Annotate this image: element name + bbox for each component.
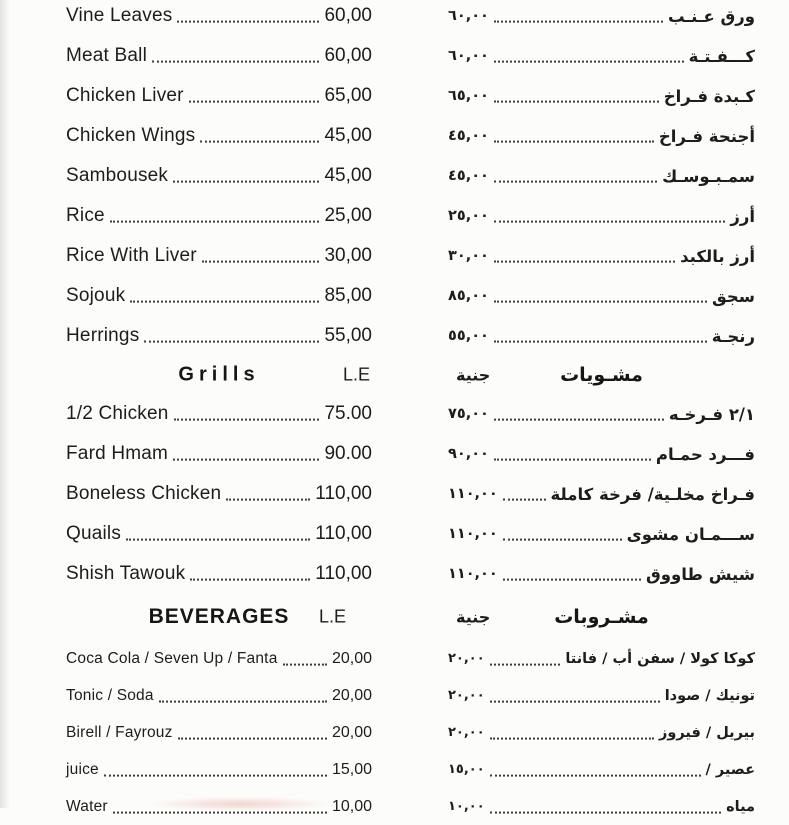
menu-item-ar [448, 87, 755, 106]
menu-row [66, 751, 755, 788]
menu-item-en [66, 687, 372, 705]
item-price-en: 10,00 [331, 797, 372, 815]
menu-row [66, 677, 755, 714]
currency-label-en: L.E [342, 364, 370, 385]
item-name-ar: تونيك / صودا [664, 687, 755, 704]
dotted-leader [178, 737, 327, 739]
section-title-ar: مشـويات [560, 364, 643, 386]
menu-row [66, 554, 755, 594]
item-name-ar: شيش طاووق [645, 564, 755, 584]
item-name-en: Tonic / Soda [66, 686, 154, 704]
menu-item-en [66, 761, 372, 779]
menu-item-en [66, 523, 372, 545]
dotted-leader [190, 579, 310, 581]
item-name-en: Birell / Fayrouz [66, 723, 173, 741]
item-name-en: Quails [66, 523, 122, 544]
dotted-leader [494, 221, 725, 223]
menu-row [66, 714, 755, 751]
dotted-leader [494, 21, 663, 23]
item-name-ar: كـبدة فـراخ [663, 86, 755, 106]
item-name-en: Water [66, 797, 108, 815]
dotted-leader [494, 141, 654, 143]
item-name-en: Herrings [66, 325, 140, 346]
menu-item-ar [448, 7, 755, 26]
item-price-en: 110,00 [315, 523, 372, 544]
currency-label-ar: جنية [456, 365, 491, 385]
item-name-ar: ســـمـان مشوى [626, 524, 755, 544]
item-price-ar: ١١٠,٠٠ [448, 486, 498, 502]
dotted-leader [503, 579, 641, 581]
item-price-en: 110,00 [315, 563, 372, 584]
item-price-en: 60,00 [324, 45, 372, 66]
menu-row [66, 236, 755, 276]
item-name-ar: رنجـة [711, 326, 755, 346]
menu-row [66, 434, 755, 474]
menu-row [66, 116, 755, 156]
item-price-ar: ٤٥,٠٠ [448, 168, 489, 184]
item-price-en: 20,00 [331, 723, 372, 741]
item-name-ar: عصير / [705, 761, 755, 778]
menu-item-en [66, 325, 372, 347]
dotted-leader [177, 21, 319, 23]
item-price-ar: ٦٠,٠٠ [448, 48, 489, 64]
dotted-leader [494, 301, 707, 303]
item-name-ar: كـــفـتـة [688, 46, 755, 66]
item-price-en: 45,00 [324, 165, 372, 186]
dotted-leader [494, 341, 707, 343]
menu-item-en [66, 285, 372, 307]
item-name-en: Shish Tawouk [66, 563, 186, 584]
item-name-ar: بيريل / فيروز [659, 724, 755, 741]
item-price-en: 90.00 [324, 443, 372, 464]
item-name-ar: أجنحة فـراخ [658, 126, 755, 146]
item-name-en: Chicken Liver [66, 85, 184, 106]
dotted-leader [494, 61, 684, 63]
section-header-en [66, 594, 372, 640]
dotted-leader [104, 774, 327, 776]
menu-item-ar [448, 207, 755, 226]
dotted-leader [490, 737, 654, 739]
item-price-en: 85,00 [324, 285, 372, 306]
menu-item-ar [448, 762, 755, 778]
dotted-leader [494, 181, 657, 183]
item-price-ar: ٦٥,٠٠ [448, 88, 489, 104]
item-price-en: 20,00 [331, 649, 372, 667]
menu-row [66, 76, 755, 116]
dotted-leader [494, 459, 651, 461]
menu-item-ar [448, 725, 755, 741]
item-price-ar: ٢٥,٠٠ [448, 208, 489, 224]
item-price-en: 45,00 [324, 125, 372, 146]
menu-item-ar [448, 688, 755, 704]
item-price-ar: ٢٠,٠٠ [448, 688, 485, 703]
menu-item-ar [448, 247, 755, 266]
section-title-ar: مشـروبات [554, 606, 649, 628]
menu-item-ar [448, 525, 755, 544]
item-name-en: Fard Hmam [66, 443, 169, 464]
item-name-ar: ٢/١ فـرخـه [668, 404, 755, 424]
item-price-ar: ٣٠,٠٠ [448, 248, 489, 264]
item-price-ar: ٢٠,٠٠ [448, 651, 485, 666]
menu-item-ar [448, 167, 755, 186]
dotted-leader [173, 181, 319, 183]
menu-item-en [66, 650, 372, 668]
item-name-en: Rice [66, 205, 105, 226]
menu-item-en [66, 403, 372, 425]
item-price-en: 25,00 [324, 205, 372, 226]
menu-item-en [66, 724, 372, 742]
menu-row-clipped [66, 788, 755, 825]
section-title-en: Grills [178, 363, 260, 386]
dotted-leader [152, 61, 319, 63]
item-price-ar: ٤٥,٠٠ [448, 128, 489, 144]
currency-label-ar: جنية [456, 607, 491, 627]
item-name-en: Meat Ball [66, 45, 148, 66]
menu-row [66, 640, 755, 677]
item-price-en: 15,00 [331, 760, 372, 778]
dotted-leader [490, 774, 701, 776]
dotted-leader [490, 700, 660, 702]
dotted-leader [189, 101, 320, 103]
item-price-en: 65,00 [324, 85, 372, 106]
menu-item-ar [448, 445, 755, 464]
item-price-ar: ٢٠,٠٠ [448, 725, 485, 740]
menu-item-en [66, 45, 372, 67]
item-name-ar: ورق عـنـب [667, 6, 755, 26]
item-name-ar: مياه [726, 798, 755, 815]
dotted-leader [283, 663, 327, 665]
item-price-en: 30,00 [324, 245, 372, 266]
item-name-en: Boneless Chicken [66, 483, 222, 504]
menu-item-en [66, 443, 372, 465]
menu-row [66, 196, 755, 236]
dotted-leader [226, 499, 310, 501]
dotted-leader [126, 539, 310, 541]
menu-row [66, 514, 755, 554]
dotted-leader [494, 101, 659, 103]
menu-row [66, 394, 755, 434]
item-name-en: Sambousek [66, 165, 169, 186]
item-name-ar: سجق [712, 286, 755, 306]
item-price-ar: ١١٠,٠٠ [448, 526, 498, 542]
item-name-ar: فـراخ مخلـية/ فرخة كاملة [550, 484, 755, 504]
menu-item-ar [448, 47, 755, 66]
item-name-en: Chicken Wings [66, 125, 196, 146]
menu-item-en [66, 85, 372, 107]
dotted-leader [173, 459, 319, 461]
dotted-leader [490, 663, 561, 665]
section-header-ar [448, 356, 755, 394]
item-price-ar: ٦٠,٠٠ [448, 8, 489, 24]
menu-row [66, 156, 755, 196]
dotted-leader [200, 141, 319, 143]
item-price-en: 20,00 [331, 686, 372, 704]
menu-item-en [66, 5, 372, 27]
item-price-ar: ١١٠,٠٠ [448, 566, 498, 582]
dotted-leader [159, 700, 327, 702]
dotted-leader [130, 301, 319, 303]
item-price-ar: ١٠,٠٠ [448, 799, 485, 814]
dotted-leader [503, 539, 622, 541]
item-price-en: 110,00 [315, 483, 372, 504]
item-price-ar: ٨٥,٠٠ [448, 288, 489, 304]
dotted-leader [490, 811, 721, 813]
menu-row [66, 474, 755, 514]
menu-item-en [66, 483, 372, 505]
item-name-ar: فـــرد حمـام [655, 444, 755, 464]
menu-item-ar [448, 327, 755, 346]
section-header-ar [448, 594, 755, 640]
dotted-leader [113, 811, 327, 813]
menu-row [66, 36, 755, 76]
menu-row [66, 0, 755, 36]
menu-item-en [66, 563, 372, 585]
item-name-en: Vine Leaves [66, 5, 173, 26]
section-header-row-beverages [66, 594, 755, 640]
dotted-leader [174, 419, 320, 421]
item-price-ar: ٥٥,٠٠ [448, 328, 489, 344]
dotted-leader [144, 341, 319, 343]
item-price-en: 60,00 [324, 5, 372, 26]
menu-item-en [66, 798, 372, 816]
dotted-leader [110, 221, 320, 223]
section-title-en: BEVERAGES [148, 605, 290, 628]
item-name-ar: أرز بالكبد [680, 246, 755, 266]
item-name-en: Coca Cola / Seven Up / Fanta [66, 649, 278, 667]
item-price-en: 75.00 [324, 403, 372, 424]
item-name-ar: سمـبـوسـك [662, 166, 755, 186]
menu-item-ar [448, 485, 755, 504]
menu-row [66, 316, 755, 356]
item-name-en: Sojouk [66, 285, 126, 306]
item-name-ar: أرز [730, 206, 755, 226]
dotted-leader [503, 499, 546, 501]
item-name-en: juice [66, 760, 99, 778]
menu-item-en [66, 205, 372, 227]
menu-item-ar [448, 127, 755, 146]
item-price-en: 55,00 [324, 325, 372, 346]
item-name-en: 1/2 Chicken [66, 403, 169, 424]
menu-row [66, 276, 755, 316]
item-price-ar: ٩٠,٠٠ [448, 446, 489, 462]
dotted-leader [494, 419, 664, 421]
menu-item-ar [448, 799, 755, 815]
menu-item-ar [448, 565, 755, 584]
item-name-ar: كوكا كولا / سفن أب / فانتا [565, 650, 755, 667]
currency-label-en: L.E [318, 606, 346, 627]
item-price-ar: ٧٥,٠٠ [448, 406, 489, 422]
item-price-ar: ١٥,٠٠ [448, 762, 485, 777]
section-header-row-grills [66, 356, 755, 394]
menu-item-ar [448, 651, 755, 667]
dotted-leader [494, 261, 675, 263]
menu-item-en [66, 165, 372, 187]
menu-item-en [66, 125, 372, 147]
dotted-leader [202, 261, 320, 263]
item-name-en: Rice With Liver [66, 245, 197, 266]
menu-item-en [66, 245, 372, 267]
section-header-en [66, 356, 372, 394]
menu-item-ar [448, 405, 755, 424]
menu-item-ar [448, 287, 755, 306]
